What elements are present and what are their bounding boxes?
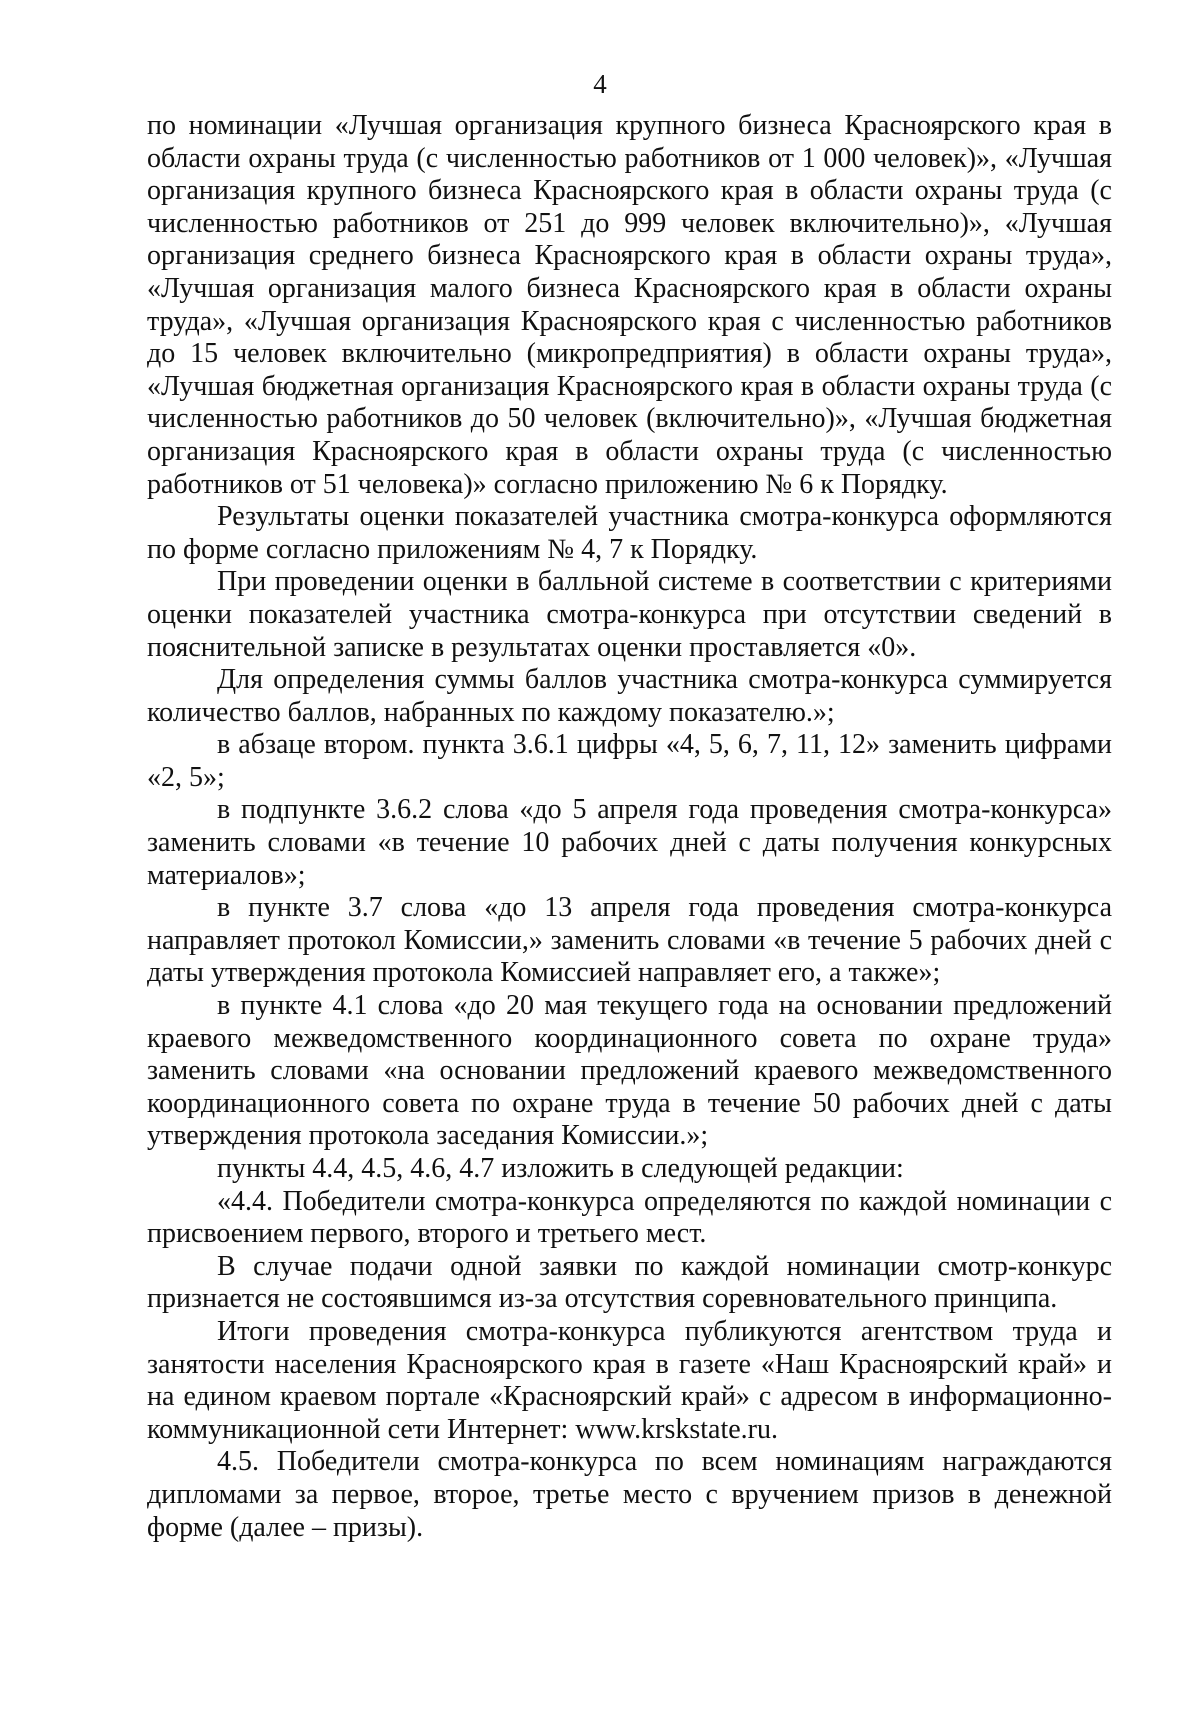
paragraph-clause-4-5: 4.5. Победители смотра-конкурса по всем номинациям награждаются дипломами за первое, второе, третье место с вручением призов в денежной форме (далее – призы). bbox=[147, 1446, 1112, 1543]
document-body bbox=[147, 110, 1112, 1544]
paragraph-scoring-system: При проведении оценки в балльной системе в соответствии с критериями оценки показателей участника смотра-конкурса при отсутствии сведений в пояснительной записке в результатах оценки проставляется «0». bbox=[147, 566, 1112, 663]
paragraph-amendment-3-6-1: в абзаце втором. пункта 3.6.1 цифры «4, 5, 6, 7, 11, 12» заменить цифрами «2, 5»; bbox=[147, 729, 1112, 793]
paragraph-new-edition-intro: пункты 4.4, 4.5, 4.6, 4.7 изложить в следующей редакции: bbox=[217, 1153, 904, 1184]
paragraph-amendment-4-1: в пункте 4.1 слова «до 20 мая текущего года на основании предложений краевого межведомственного координационного совета по охране труда» заменить словами «на основании предложений краевого межведомственного координационного совета по охране труда в течение 50 рабочих дней с даты утверждения протокола заседания Комиссии.»; bbox=[147, 990, 1112, 1152]
paragraph-nominations: по номинации «Лучшая организация крупного бизнеса Красноярского края в области охраны труда (с численностью работников от 1 000 человек)», «Лучшая организация крупного бизнеса Красноярского края в области охраны труда (с численностью работников от 251 до 999 человек включительно)», «Лучшая организация среднего бизнеса Красноярского края в области охраны труда», «Лучшая организация малого бизнеса Красноярского края в области охраны труда», «Лучшая организация Красноярского края с численностью работников до 15 человек включительно (микропредприятия) в области охраны труда», «Лучшая бюджетная организация Красноярского края в области охраны труда (с численностью работников до 50 человек (включительно)», «Лучшая бюджетная организация Красноярского края в области охраны труда (с численностью работников от 51 человека)» согласно приложению № 6 к Порядку. bbox=[147, 110, 1112, 500]
paragraph-amendment-3-7: в пункте 3.7 слова «до 13 апреля года проведения смотра-конкурса направляет протокол Комиссии,» заменить словами «в течение 5 рабочих дней с даты утверждения протокола Комиссией направляет его, а также»; bbox=[147, 892, 1112, 989]
paragraph-single-application: В случае подачи одной заявки по каждой номинации смотр-конкурс признается не состоявшимся из-за отсутствия соревновательного принципа. bbox=[147, 1250, 1112, 1315]
paragraph-results-publication: Итоги проведения смотра-конкурса публикуются агентством труда и занятости населения Красноярского края в газете «Наш Красноярский край» и на едином краевом портале «Красноярский край» с адресом в информационно-коммуникационной сети Интернет: www.krskstate.ru. bbox=[147, 1315, 1112, 1445]
paragraph-evaluation-results: Результаты оценки показателей участника смотра-конкурса оформляются по форме согласно приложениям № 4, 7 к Порядку. bbox=[147, 501, 1112, 565]
paragraph-score-sum: Для определения суммы баллов участника смотра-конкурса суммируется количество баллов, набранных по каждому показателю.»; bbox=[147, 664, 1112, 728]
paragraph-amendment-3-6-2: в подпункте 3.6.2 слова «до 5 апреля года проведения смотра-конкурса» заменить словами «в течение 10 рабочих дней с даты получения конкурсных материалов»; bbox=[147, 794, 1112, 891]
paragraph-clause-4-4: «4.4. Победители смотра-конкурса определяются по каждой номинации с присвоением первого, второго и третьего мест. bbox=[147, 1185, 1112, 1250]
page-number: 4 bbox=[593, 69, 607, 99]
